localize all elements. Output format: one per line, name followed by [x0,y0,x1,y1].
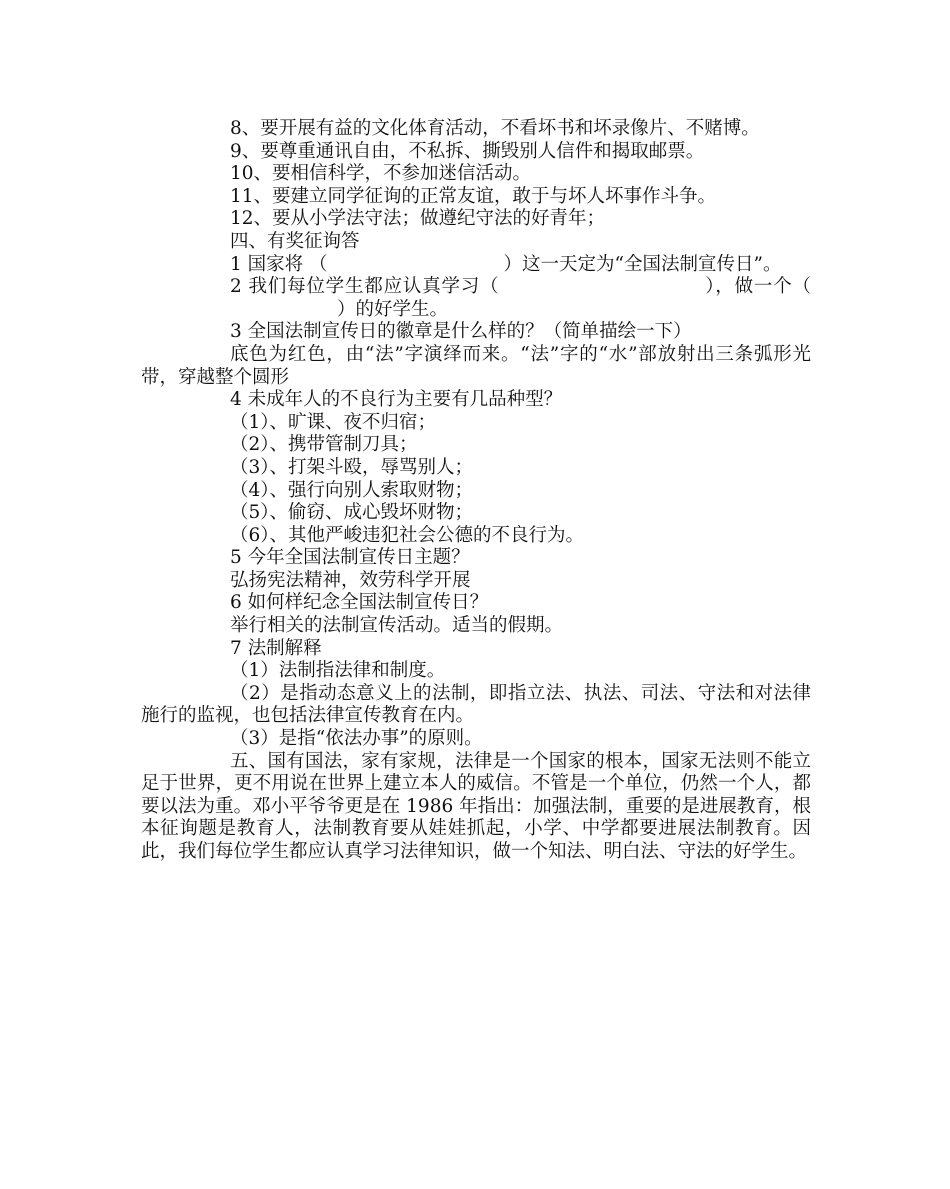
section-5-paragraph: 五、国有国法，家有家规，法律是一个国家的根本，国家无法则不能立足于世界，更不用说在世界上建立本人的威信。不管是一个单位，仍然一个人，都要以法为重。邓小平爷爷更是在 1986 年指出：加强法制，重要的是进展教育，根本征询题是教育人，法制教育要从娃娃抓起，小学、中学都要进展法制教育。因此，我们每位学生都应认真学习法律知识，做一个知法、明白法、守法的好学生。 [141,750,811,862]
answer-4-item: （5）、偷窃、成心毁坏财物； [230,502,474,524]
rule-11: 11、要建立同学征询的正常友谊，敢于与坏人坏事作斗争。 [230,185,717,207]
question-4: 4 未成年人的不良行为主要有几品种型？ [230,389,563,411]
question-1 [141,254,811,277]
question-3: 3 全国法制宣传日的徽章是什么样的？（简单描绘一下） [230,321,692,343]
question-2-post: ）的好学生。 [337,298,449,320]
question-2 [141,276,811,321]
answer-4-item: （6）、其他严峻违犯社会公德的不良行为。 [230,524,585,546]
answer-4-item: （3）、打架斗殴，辱骂别人； [230,456,474,478]
answer-7-2: （2）是指动态意义上的法制，即指立法、执法、司法、守法和对法律施行的监视，也包括法律宣传教育在内。 [141,682,811,727]
answer-3: 底色为红色，由“法”字演绎而来。“法”字的“水”部放射出三条弧形光带，穿越整个圆形 [141,343,811,388]
answer-7-3: （3）是指“依法办事”的原则。 [230,728,483,750]
section-4-heading: 四、有奖征询答 [230,230,360,252]
answer-4-item: （4）、强行向别人索取财物； [230,479,474,501]
document-page [141,118,811,864]
question-6: 6 如何样纪念全国法制宣传日？ [230,592,489,614]
answer-5: 弘扬宪法精神，效劳科学开展 [230,569,471,591]
question-2-pre: 2 我们每位学生都应认真学习（ [230,276,500,298]
question-1-post: ）这一天定为“全国法制宣传日”。 [503,253,782,275]
rule-8: 8、要开展有益的文化体育活动，不看坏书和坏录像片、不赌博。 [230,118,760,139]
answer-4-item: （2）、携带管制刀具； [230,434,418,456]
answer-7-1: （1）法制指法律和制度。 [230,660,446,682]
answer-4-item: （1）、旷课、夜不归宿； [230,411,437,433]
rule-9: 9、要尊重通讯自由，不私拆、撕毁别人信件和揭取邮票。 [230,140,705,162]
rule-10: 10、要相信科学，不参加迷信活动。 [230,163,532,185]
answer-6: 举行相关的法制宣传活动。适当的假期。 [230,615,564,637]
question-5: 5 今年全国法制宣传日主题？ [230,547,470,569]
question-2-mid: ），做一个（ [704,276,811,298]
question-1-pre: 1 国家将 （ [230,253,328,275]
question-7: 7 法制解释 [230,637,322,659]
rule-12: 12、要从小学法守法；做遵纪守法的好青年； [230,208,606,230]
